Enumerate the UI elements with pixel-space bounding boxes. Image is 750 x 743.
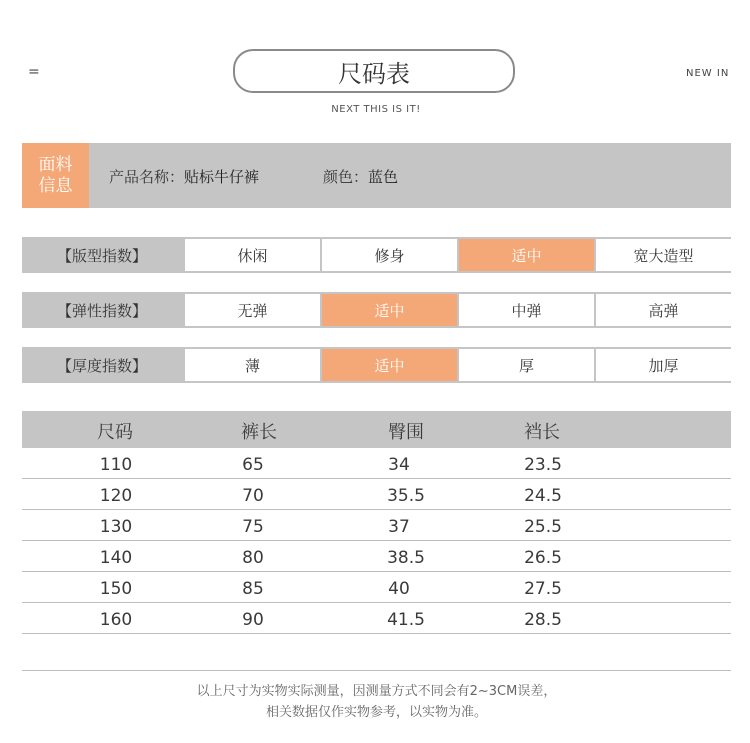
table-cell-length: 90 [242, 610, 264, 630]
table-cell-rise: 28.5 [524, 610, 562, 630]
fabric-info-tag-line2: 信息 [38, 175, 73, 196]
table-cell-size: 130 [99, 517, 133, 537]
rise-column-header: 裆长 [524, 422, 560, 443]
page-subtitle: NEXT THIS IS IT! [331, 104, 421, 115]
fabric-info-tag-line1: 面料 [38, 154, 73, 175]
thickness-index-row [22, 347, 731, 383]
table-cell-length: 70 [242, 486, 264, 506]
fit-index-label: 【版型指数】 [56, 246, 147, 265]
table-cell-hip: 38.5 [387, 548, 425, 568]
stretch-index-row [22, 292, 731, 328]
table-cell-size: 120 [99, 486, 133, 506]
table-cell-size: 160 [99, 610, 133, 630]
fit-option-selected: 适中 [459, 239, 594, 271]
table-cell-rise: 23.5 [524, 455, 562, 475]
menu-icon[interactable]: = [28, 64, 40, 80]
table-cell-hip: 35.5 [387, 486, 425, 506]
product-color-value: 蓝色 [368, 168, 399, 186]
table-cell-rise: 24.5 [524, 486, 562, 506]
table-cell-rise: 27.5 [524, 579, 562, 599]
fit-option: 修身 [322, 239, 457, 271]
fit-index-row [22, 237, 731, 273]
footnote-line2: 相关数据仅作实物参考，以实物为准。 [265, 705, 487, 720]
table-cell-hip: 41.5 [387, 610, 425, 630]
product-name-label: 产品名称： [109, 168, 185, 186]
hip-column-header: 臀围 [388, 422, 424, 443]
length-column-header: 裤长 [241, 422, 277, 443]
table-cell-size: 150 [99, 579, 133, 599]
footnote-line1: 以上尺寸为实物实际测量，因测量方式不同会有2~3CM误差， [196, 684, 557, 699]
page-title: 尺码表 [233, 49, 515, 93]
table-cell-length: 85 [242, 579, 264, 599]
stretch-option: 高弹 [596, 294, 731, 326]
product-color [323, 166, 398, 187]
fit-option: 宽大造型 [596, 239, 731, 271]
divider [22, 670, 731, 671]
table-cell-size: 140 [99, 548, 133, 568]
stretch-option-selected: 适中 [322, 294, 457, 326]
fit-option: 休闲 [185, 239, 320, 271]
table-cell-hip: 40 [388, 579, 410, 599]
fabric-info-tag [22, 143, 89, 208]
table-cell-rise: 25.5 [524, 517, 562, 537]
table-cell-size: 110 [99, 455, 133, 475]
product-name-value: 贴标牛仔裤 [184, 168, 260, 186]
table-cell-length: 75 [242, 517, 264, 537]
thickness-option: 薄 [185, 349, 320, 381]
product-name [109, 166, 259, 187]
stretch-option: 中弹 [459, 294, 594, 326]
size-column-header: 尺码 [97, 422, 133, 443]
product-color-label: 颜色： [323, 168, 369, 186]
thickness-option-selected: 适中 [322, 349, 457, 381]
table-cell-rise: 26.5 [524, 548, 562, 568]
table-cell-hip: 37 [388, 517, 410, 537]
thickness-option: 加厚 [596, 349, 731, 381]
stretch-index-label: 【弹性指数】 [56, 301, 147, 320]
new-in-label: NEW IN [686, 68, 730, 79]
stretch-option: 无弹 [185, 294, 320, 326]
thickness-option: 厚 [459, 349, 594, 381]
table-cell-length: 80 [242, 548, 264, 568]
thickness-index-label: 【厚度指数】 [56, 356, 147, 375]
table-cell-hip: 34 [388, 455, 410, 475]
table-cell-length: 65 [242, 455, 264, 475]
